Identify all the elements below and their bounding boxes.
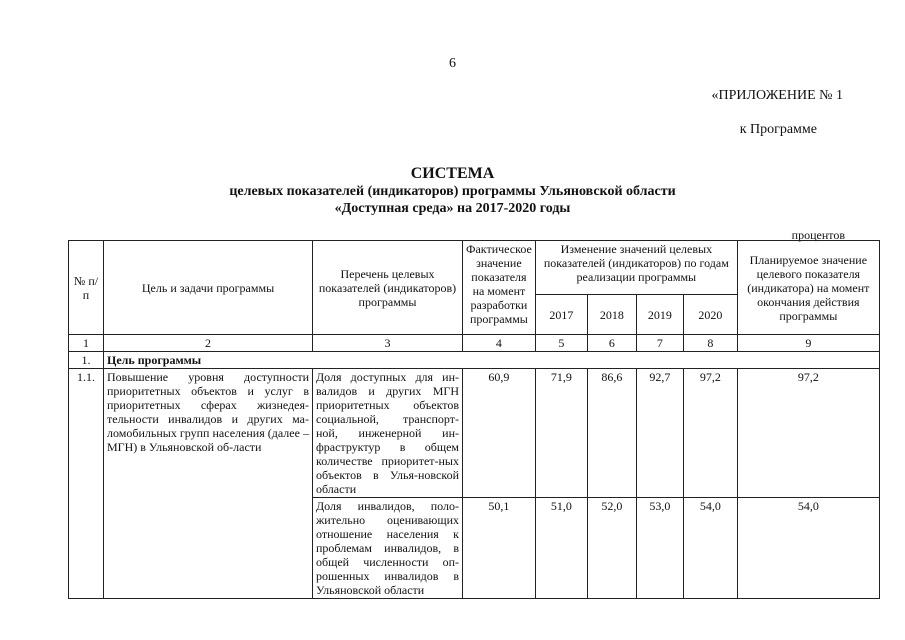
header-change: Изменение значений целевых показателей (индикаторов) по годам реализации программы — [535, 241, 737, 295]
header-indicators: Перечень целевых показателей (индикаторов) программы — [313, 241, 463, 335]
indicator-planned: 97,2 — [737, 369, 879, 498]
title-line-3: «Доступная среда» на 2017-2020 годы — [334, 201, 571, 216]
indicator-actual: 60,9 — [463, 369, 536, 498]
header-year-2018: 2018 — [587, 295, 636, 335]
section-label: Цель программы — [104, 352, 880, 369]
indicator-2017: 51,0 — [535, 498, 587, 599]
to-program-label: к Программе — [739, 122, 817, 137]
indicator-2018: 52,0 — [587, 498, 636, 599]
indicators-table — [68, 240, 880, 599]
header-year-2017: 2017 — [535, 295, 587, 335]
col-number: 7 — [636, 335, 683, 352]
col-number: 9 — [737, 335, 879, 352]
header-actual: Фактическое значение показателя на момент разработки программы — [463, 241, 536, 335]
indicator-2020: 97,2 — [683, 369, 737, 498]
col-number: 5 — [535, 335, 587, 352]
indicator-2019: 92,7 — [636, 369, 683, 498]
col-number: 8 — [683, 335, 737, 352]
indicator-actual: 50,1 — [463, 498, 536, 599]
col-number: 4 — [463, 335, 536, 352]
title-line-2: целевых показателей (индикаторов) программы Ульяновской области — [229, 184, 676, 199]
indicator-text: Доля доступных для ин-валидов и других МГН приоритетных объектов социальной, транспорт-ной, инженерной ин-фраструктур в общем количестве приоритет-ных объектов в Улья-новской области — [313, 369, 463, 498]
col-number: 6 — [587, 335, 636, 352]
appendix-label: «ПРИЛОЖЕНИЕ № 1 — [711, 88, 843, 103]
indicator-2020: 54,0 — [683, 498, 737, 599]
col-number: 2 — [104, 335, 313, 352]
row-goal: Повышение уровня доступности приоритетных объектов и услуг в приоритетных сферах жизнедея-тельности инвалидов и других ма-ломобильных групп населения (далее – МГН) в Ульяновской об-ласти — [104, 369, 313, 599]
col-number: 1 — [69, 335, 104, 352]
indicator-text: Доля инвалидов, поло-жительно оценивающих отношение населения к проблемам инвалидов, в общей численности оп-рошенных инвалидов в Ульяновской области — [313, 498, 463, 599]
header-year-2019: 2019 — [636, 295, 683, 335]
indicator-2019: 53,0 — [636, 498, 683, 599]
header-year-2020: 2020 — [683, 295, 737, 335]
indicator-planned: 54,0 — [737, 498, 879, 599]
header-num: № п/п — [69, 241, 104, 335]
col-number: 3 — [313, 335, 463, 352]
units-label: процентов — [791, 228, 845, 242]
header-goal: Цель и задачи программы — [104, 241, 313, 335]
title-line-1: СИСТЕМА — [410, 165, 495, 182]
header-planned: Планируемое значение целевого показателя (индикатора) на момент окончания действия программы — [737, 241, 879, 335]
page-number: 6 — [449, 56, 456, 71]
row-num: 1.1. — [69, 369, 104, 599]
indicator-2017: 71,9 — [535, 369, 587, 498]
section-num: 1. — [69, 352, 104, 369]
indicator-2018: 86,6 — [587, 369, 636, 498]
